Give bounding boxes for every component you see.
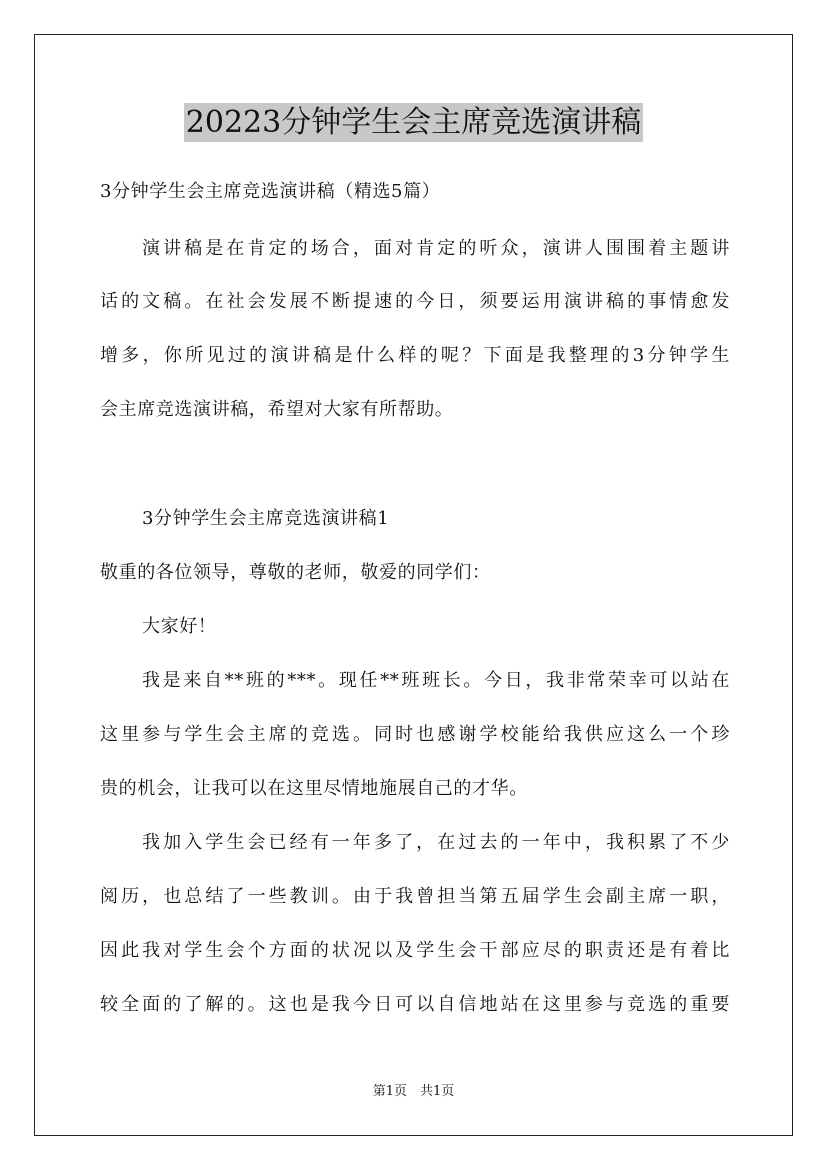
body-paragraph-line: 我加入学生会已经有一年多了，在过去的一年中，我积累了不少 [142, 832, 730, 853]
intro-paragraph-line: 增多，你所见过的演讲稿是什么样的呢？下面是我整理的3分钟学生 [100, 345, 730, 366]
body-paragraph-line: 贵的机会，让我可以在这里尽情地施展自己的才华。 [100, 778, 528, 799]
salutation-line: 敬重的各位领导，尊敬的老师，敬爱的同学们： [100, 562, 491, 583]
subtitle-line: 3分钟学生会主席竞选演讲稿（精选5篇） [100, 181, 441, 202]
body-paragraph-line: 我是来自**班的***。现任**班班长。今日，我非常荣幸可以站在 [142, 670, 730, 691]
body-paragraph-line: 阅历，也总结了一些教训。由于我曾担当第五届学生会副主席一职， [100, 886, 730, 907]
greeting-line: 大家好！ [142, 616, 217, 637]
document-title-text: 20223分钟学生会主席竞选演讲稿 [185, 105, 642, 140]
document-title [0, 100, 827, 146]
intro-paragraph-line: 演讲稿是在肯定的场合，面对肯定的听众，演讲人围围着主题讲 [142, 238, 730, 259]
body-paragraph-line: 较全面的了解的。这也是我今日可以自信地站在这里参与竞选的重要 [100, 994, 730, 1015]
body-paragraph-line: 因此我对学生会个方面的状况以及学生会干部应尽的职责还是有着比 [100, 940, 730, 961]
intro-paragraph-line: 话的文稿。在社会发展不断提速的今日，须要运用演讲稿的事情愈发 [100, 291, 730, 312]
page-footer: 第1页 共1页 [372, 1084, 455, 1099]
intro-paragraph-line: 会主席竞选演讲稿，希望对大家有所帮助。 [100, 399, 454, 420]
body-paragraph-line: 这里参与学生会主席的竞选。同时也感谢学校能给我供应这么一个珍 [100, 724, 730, 745]
section-heading: 3分钟学生会主席竞选演讲稿1 [142, 508, 390, 529]
